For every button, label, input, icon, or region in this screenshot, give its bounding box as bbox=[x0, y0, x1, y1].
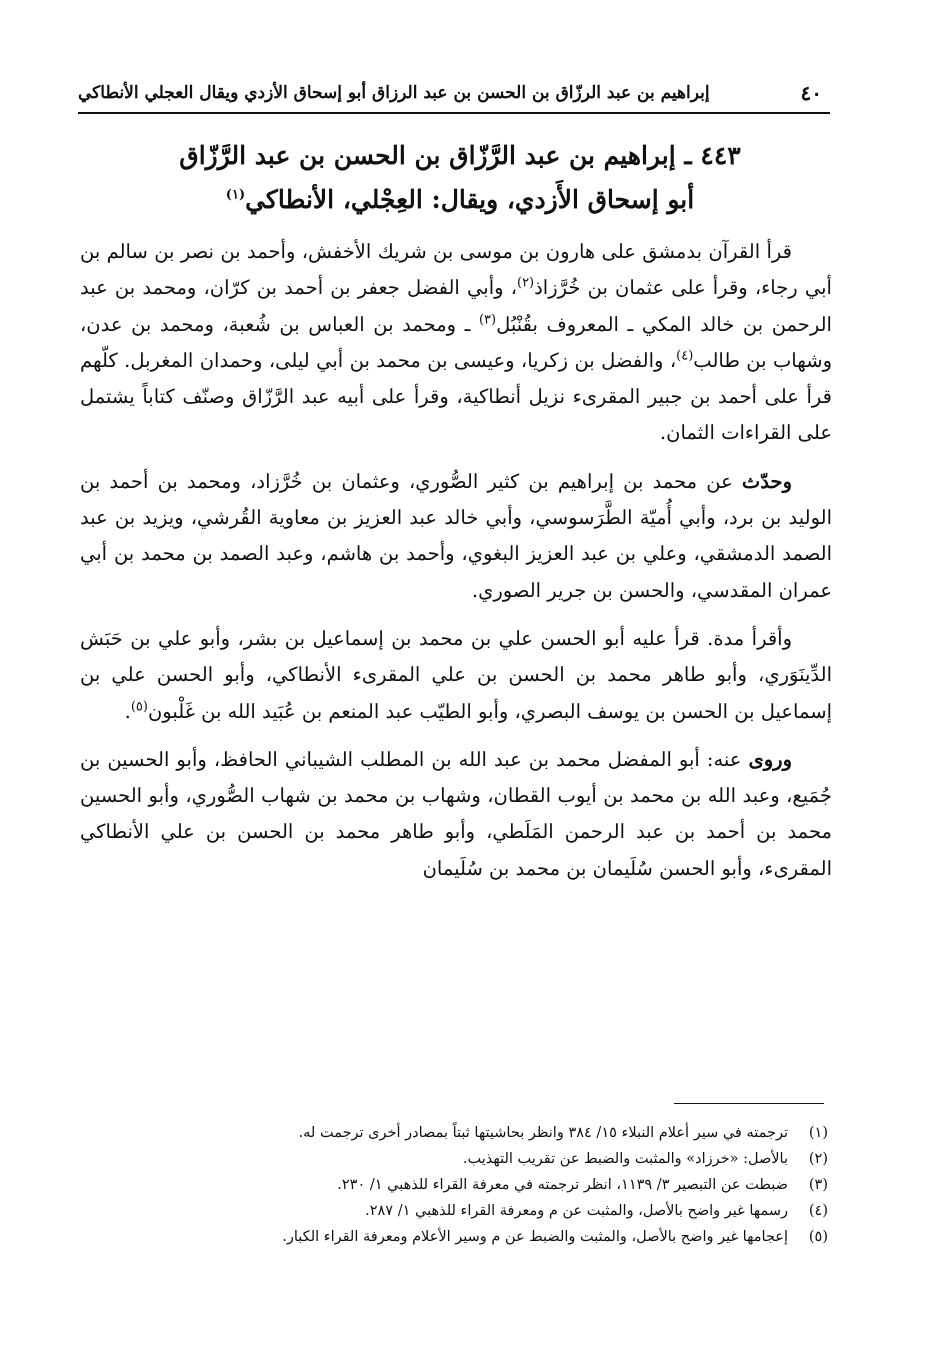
footnote-ref-3[interactable]: (٣) bbox=[478, 312, 497, 328]
footnote-number: (٥) bbox=[808, 1229, 828, 1245]
footnote-item bbox=[160, 1146, 828, 1172]
paragraph-transmitted-lead: وروى bbox=[748, 747, 792, 771]
footnote-number: (٣) bbox=[808, 1177, 828, 1193]
paragraph-taught bbox=[80, 621, 832, 730]
paragraph-transmitted bbox=[80, 742, 832, 887]
footnote-text: رسمها غير واضح بالأصل، والمثبت عن م ومعرفة القراء للذهبي ١/ ٢٨٧. bbox=[365, 1203, 788, 1219]
paragraph-narrated-lead: وحدّث bbox=[741, 469, 792, 493]
paragraph-narrated bbox=[80, 464, 832, 609]
footnote-divider bbox=[674, 1103, 824, 1104]
page-number: ٤٠ bbox=[800, 81, 822, 105]
entry-title bbox=[80, 134, 840, 222]
footnote-number: (١) bbox=[808, 1125, 828, 1141]
running-header bbox=[78, 74, 830, 114]
footnote-text: ضبطت عن التبصير ٣/ ١١٣٩، انظر ترجمته في معرفة القراء للذهبي ١/ ٢٣٠. bbox=[337, 1177, 788, 1193]
footnote-ref-2[interactable]: (٢) bbox=[516, 275, 535, 291]
paragraph-narrated-text: عن محمد بن إبراهيم بن كثير الصُّوري، وعثمان بن خُرَّزاد، ومحمد بن أحمد بن الوليد بن برد، وأبي أُميّة الطَّرَسوسي، وأبي خالد عبد العزيز بن معاوية القُرشي، ويزيد بن عبد الصمد الدمشقي، وعلي بن عبد العزيز البغوي، وأحمد بن هاشم، وعبد الصمد بن محمد بن أبي عمران المقدسي، والحسن بن جرير الصوري. bbox=[80, 469, 832, 602]
footnote-item bbox=[160, 1224, 828, 1250]
running-title: إبراهيم بن عبد الرزّاق بن الحسن بن عبد الرزاق أبو إسحاق الأزدي ويقال العجلي الأنطاكي bbox=[78, 83, 710, 103]
paragraph-taught-part-2: . bbox=[124, 699, 131, 723]
paragraph-readings bbox=[80, 234, 832, 452]
entry-title-line-2 bbox=[80, 178, 840, 222]
paragraph-readings-part-1: قرأ القرآن بدمشق على هارون بن موسى بن شريك الأخفش، وأحمد بن نصر بن سالم بن أبي رجاء، وقرأ على عثمان بن خُرَّزاذ bbox=[80, 240, 832, 300]
footnotes bbox=[160, 1120, 828, 1250]
footnote-ref-1[interactable]: (١) bbox=[225, 187, 246, 203]
footnote-ref-5[interactable]: (٥) bbox=[130, 699, 148, 715]
paragraph-transmitted-text: عنه: أبو المفضل محمد بن عبد الله بن المطلب الشيباني الحافظ، وأبو الحسين بن جُمَيع، وعبد الله بن محمد بن أيوب القطان، وشهاب بن محمد بن شهاب الصُّوري، وأبو الحسين محمد بن أحمد بن عبد الرحمن المَلَطي، وأبو طاهر محمد بن الحسن بن علي الأنطاكي المقرىء، وأبو الحسن سُلَيمان بن محمد بن سُلَيمان bbox=[80, 747, 832, 880]
footnote-item bbox=[160, 1172, 828, 1198]
footnote-number: (٤) bbox=[808, 1203, 828, 1219]
entry-title-line-1: ٤٤٣ ـ إبراهيم بن عبد الرَّزّاق بن الحسن بن عبد الرَّزّاق bbox=[179, 141, 741, 170]
footnote-text: ترجمته في سير أعلام النبلاء ١٥/ ٣٨٤ وانظر بحاشيتها ثبتاً بمصادر أخرى ترجمت له. bbox=[298, 1125, 788, 1141]
footnote-item bbox=[160, 1120, 828, 1146]
paragraph-taught-part-1: وأقرأ مدة. قرأ عليه أبو الحسن علي بن محمد بن إسماعيل بن بشر، وأبو علي بن حَبَش الدِّينَوَري، وأبو طاهر محمد بن الحسن بن علي المقرىء الأنطاكي، وأبو الحسن علي بن إسماعيل بن الحسن بن يوسف البصري، وأبو الطيّب عبد المنعم بن عُبَيد الله بن غَلْبون bbox=[80, 626, 832, 723]
footnote-text: إعجامها غير واضح بالأصل، والمثبت والضبط عن م وسير الأعلام ومعرفة القراء الكبار. bbox=[282, 1229, 788, 1245]
paragraph-readings-part-4: ، والفضل بن زكريا، وعيسى بن محمد بن أبي ليلى، وحمدان المغربل. كلّهم قرأ على أحمد بن جبير المقرىء نزيل أنطاكية، وقرأ على أبيه عبد الرَّزّاق وصنّف كتاباً يشتمل على القراءات الثمان. bbox=[80, 348, 832, 445]
footnote-text: بالأصل: «خرزاد» والمثبت والضبط عن تقريب التهذيب. bbox=[462, 1151, 788, 1167]
footnote-number: (٢) bbox=[808, 1151, 828, 1167]
footnote-item bbox=[160, 1198, 828, 1224]
paragraph-readings-part-3: ـ ومحمد بن العباس بن شُعبة، ومحمد بن عدن، وشهاب بن طالب bbox=[80, 312, 832, 372]
body-text bbox=[80, 234, 832, 887]
entry-title-line-2-text: أبو إسحاق الأَزدي، ويقال: العِجْلي، الأنطاكي bbox=[245, 185, 695, 214]
paragraph-readings-part-2: ، وأبي الفضل جعفر بن أحمد بن كرّان، ومحمد بن عبد الرحمن بن خالد المكي ـ المعروف بقُنْبُل bbox=[80, 276, 832, 336]
footnote-ref-4[interactable]: (٤) bbox=[676, 348, 694, 364]
